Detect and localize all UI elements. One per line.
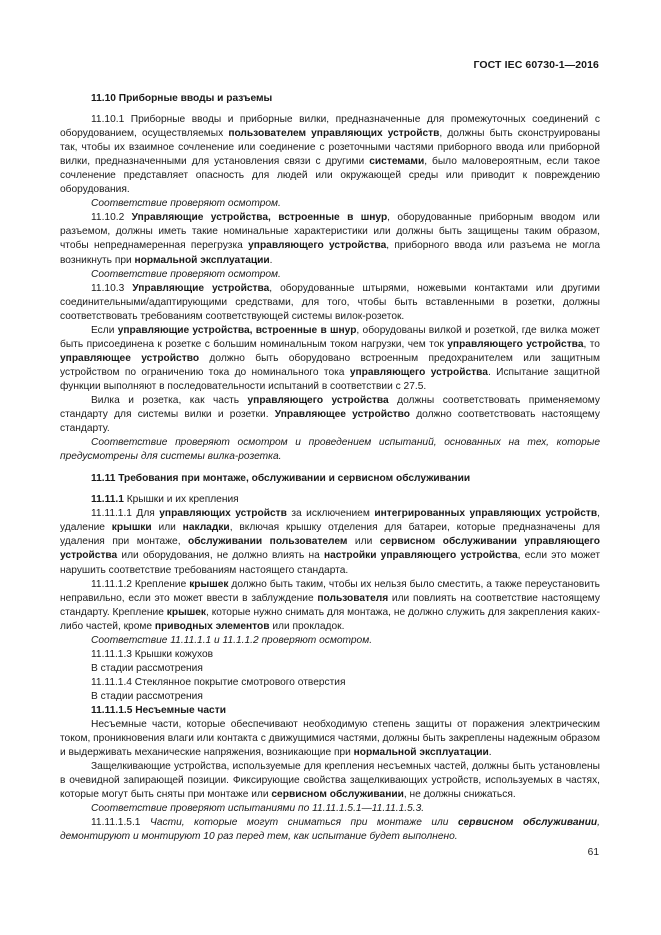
clause-11-11-1-5-body: Несъемные части, которые обеспечивают необходимую степень защиты от поражения электрическим током, проникновения влаги или контакта с движущимися частями, должны быть закреплены надежным образом и выдерживать механические напряжения, возникающие при нормальной эксплуатации. — [60, 719, 600, 759]
clause-11-10-2: 11.10.2 Управляющие устройства, встроенные в шнур, оборудованные приборным вводом или разъемом, должны иметь такие номинальные характеристики или должны быть защищены таким образом, чтобы непреднамеренная перегрузка управляющего устройства, приборного ввода или разъема не могла возникнуть при нормальной эксплуатации. — [60, 212, 600, 266]
compliance-note: Соответствие 11.11.1.1 и 11.1.1.2 проверяют осмотром. — [91, 634, 373, 646]
compliance-note: Соответствие проверяют осмотром. — [91, 198, 281, 210]
subsection-heading-11-11-1-5: 11.11.1.5 Несъемные части — [91, 704, 226, 716]
clause-11-11-1-2: 11.11.1.2 Крепление крышек должно быть таким, чтобы их нельзя было сместить, а также переустановить неправильно, если это может ввести в заблуждение пользователя или повлиять на соответствие настоящему стандарту. Крепление крышек, которые нужно снимать для монтажа, не должно служить для закрепления каких-либо частей, кроме приводных элементов или прокладок. — [60, 578, 600, 632]
clause-11-10-3: 11.10.3 Управляющие устройства, оборудованные штырями, ножевыми контактами или другими соединительными/адаптирующими средствами, для того, чтобы быть вставленными в розетки, должны соответствовать требованиям соответствующей системы вилок-розеток. — [60, 282, 600, 322]
clause-11-11-1-3: 11.11.1.3 Крышки кожухов — [91, 648, 214, 660]
clause-11-11-1-5-latches: Защелкивающие устройства, используемые для крепления несъемных частей, должны быть установлены в очевидной запирающей позиции. Фиксирующие свойства защелкивающих устройств, используемых в частях, которые могут быть сняты при монтаже или сервисном обслуживании, не должны снижаться. — [60, 761, 600, 801]
compliance-note: Соответствие проверяют осмотром. — [91, 268, 281, 280]
clause-11-10-3-plug: Если управляющие устройства, встроенные в шнур, оборудованы вилкой и розеткой, где вилка может быть присоединена к розетке с большим номинальным током нагрузки, чем ток управляющего устройства, то управляющее устройство должно быть оборудовано встроенным предохранителем или защитным устройством по ограничению тока до номинального тока управляющего устройства. Испытание защитной функции выполняют в последовательности испытаний в соответствии с 27.5. — [60, 324, 600, 392]
page-number: 61 — [587, 847, 599, 858]
clause-11-10-1: 11.10.1 Приборные вводы и приборные вилки, предназначенные для промежуточных соединений с оборудованием, осуществляемых пользователем управляющих устройств, должны быть сконструированы так, чтобы их взаимное сочленение или соединение с розеточными частями приборного ввода или приборной вилки, предназначенными для установления связи с другими системами, было маловероятным, если такое сочленение представляет опасность для людей или окружающей среды или приводит к повреждению оборудования. — [60, 114, 601, 196]
clause-11-10-3-socket: Вилка и розетка, как часть управляющего устройства должны соответствовать применяемому стандарту для системы вилки и розетки. Управляющее устройство должно соответствовать настоящему стандарту. — [60, 394, 600, 435]
section-heading-11-11: 11.11 Требования при монтаже, обслуживании и сервисном обслуживании — [91, 473, 471, 485]
section-heading-11-10: 11.10 Приборные вводы и разъемы — [91, 93, 273, 104]
standard-header: ГОСТ IEC 60730-1—2016 — [473, 59, 599, 71]
status-note: В стадии рассмотрения — [91, 690, 203, 702]
compliance-note: Соответствие проверяют осмотром и проведением испытаний, основанных на тех, которые предусмотрены для системы вилка-розетка. — [60, 437, 600, 463]
clause-11-11-1-5-1: 11.11.1.5.1 Части, которые могут сниматься при монтаже или сервисном обслуживании, демонтируют и монтируют 10 раз перед тем, как испытание будет выполнено. — [60, 817, 600, 843]
status-note: В стадии рассмотрения — [91, 662, 203, 674]
clause-11-11-1-4: 11.11.1.4 Стеклянное покрытие смотрового отверстия — [91, 676, 346, 688]
subsection-heading-11-11-1: 11.11.1 Крышки и их крепления — [91, 494, 239, 506]
compliance-note: Соответствие проверяют испытаниями по 11.11.1.5.1—11.11.1.5.3. — [91, 803, 425, 815]
document-body — [60, 92, 600, 844]
clause-11-11-1-1: 11.11.1.1 Для управляющих устройств за исключением интегрированных управляющих устройств, удаление крышки или накладки, включая крышку отделения для батареи, которые предназначены для удаления при монтаже, обслуживании пользователем или сервисном обслуживании управляющего устройства или оборудования, не должно влиять на настройки управляющего устройства, если это может нарушить соответствие требованиям настоящего стандарта. — [60, 508, 600, 576]
